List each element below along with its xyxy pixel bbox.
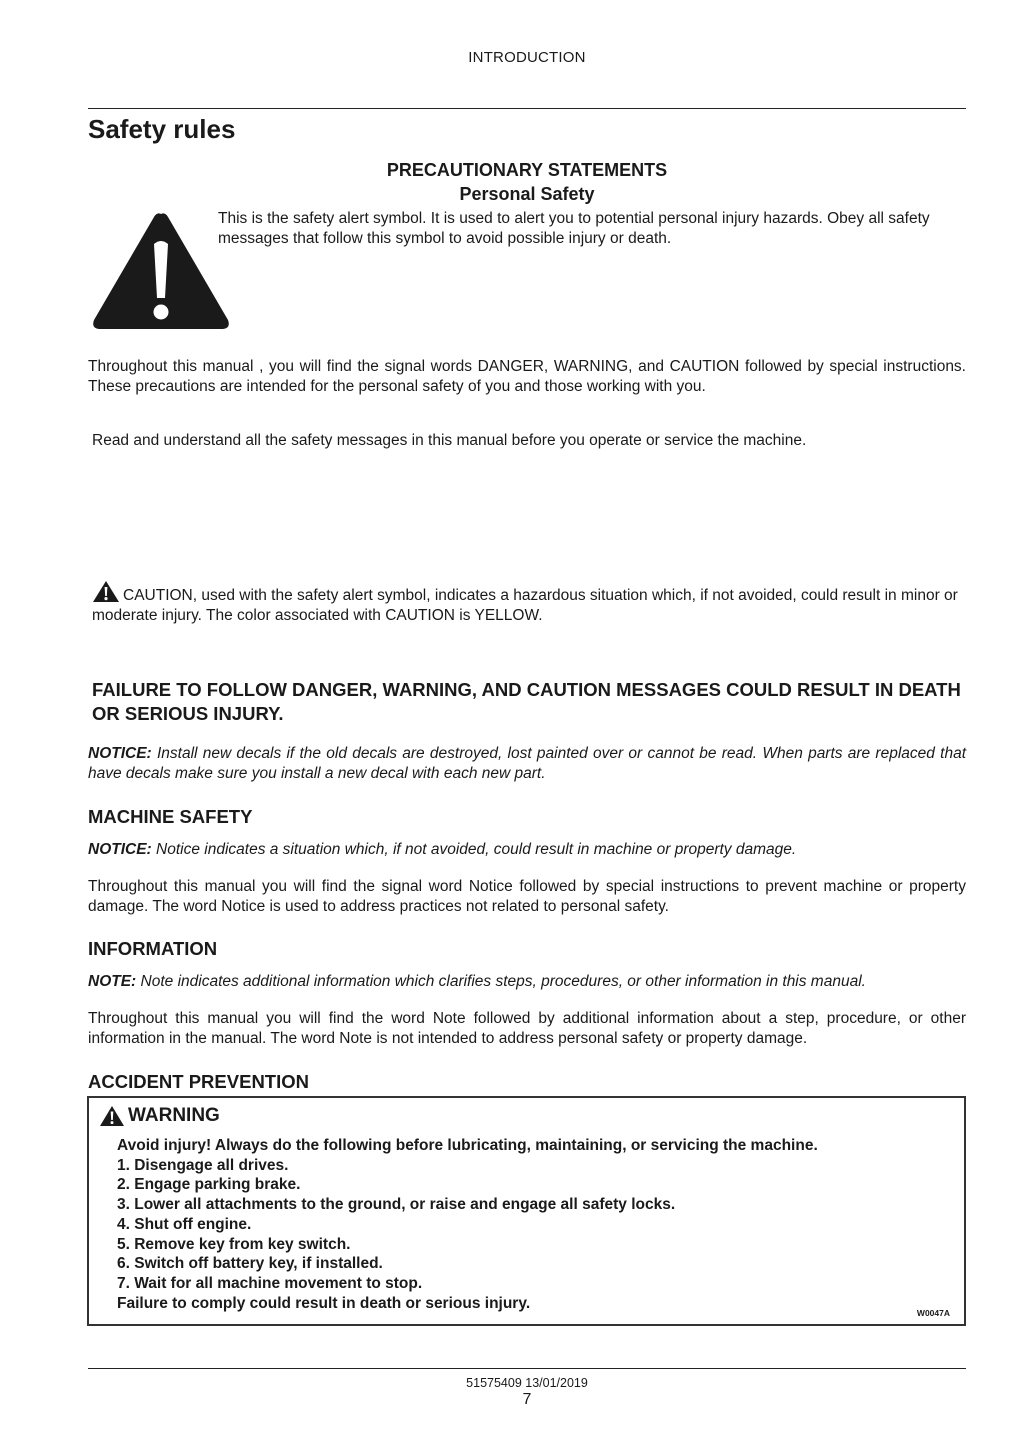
warning-lines xyxy=(117,1136,947,1313)
decal-notice xyxy=(88,744,966,784)
warning-line: Avoid injury! Always do the following before lubricating, maintaining, or servicing the machine. xyxy=(117,1137,818,1154)
warning-code: W0047A xyxy=(916,1308,950,1318)
page-number: 7 xyxy=(522,1391,532,1408)
decal-notice-label: NOTICE: xyxy=(88,745,152,762)
note-label: NOTE: xyxy=(88,973,137,990)
warning-line: 7. Wait for all machine movement to stop. xyxy=(117,1274,423,1292)
footer-rule xyxy=(88,1368,966,1369)
machine-safety-body: Throughout this manual you will find the signal word Notice followed by special instructions to prevent machine or property damage. The word Notice is used to address practices not related to personal safety. xyxy=(88,878,966,915)
warning-line: 5. Remove key from key switch. xyxy=(117,1235,351,1253)
warning-line: 2. Engage parking brake. xyxy=(117,1176,301,1194)
footer-document-id: 51575409 13/01/2019 xyxy=(466,1376,588,1390)
warning-title-text: WARNING xyxy=(128,1105,220,1126)
caution-paragraph xyxy=(92,580,966,626)
caution-text: CAUTION, used with the safety alert symbol, indicates a hazardous situation which, if not avoided, could result in minor or moderate injury. The color associated with CAUTION is YELLOW. xyxy=(92,587,958,624)
read-understand-paragraph: Read and understand all the safety messages in this manual before you operate or service the machine. xyxy=(92,432,807,449)
warning-title xyxy=(99,1105,220,1127)
signal-words-paragraph: Throughout this manual , you will find the signal words DANGER, WARNING, and CAUTION followed by special instructions. These precautions are intended for the personal safety of you and those working with you. xyxy=(88,358,966,395)
decal-notice-text: Install new decals if the old decals are destroyed, lost painted over or cannot be read. When parts are replaced that have decals make sure you install a new decal with each new part. xyxy=(88,745,966,782)
warning-line: 6. Switch off battery key, if installed. xyxy=(117,1255,383,1273)
warning-box xyxy=(87,1096,966,1326)
page-title: Safety rules xyxy=(88,114,236,144)
warning-line: 3. Lower all attachments to the ground, or raise and engage all safety locks. xyxy=(117,1196,676,1214)
header-rule xyxy=(88,108,966,109)
information-note xyxy=(88,972,966,992)
alert-symbol-description: This is the safety alert symbol. It is used to alert you to potential personal injury hazards. Obey all safety messages that follow this symbol to avoid possible injury or death. xyxy=(218,210,930,247)
information-body: Throughout this manual you will find the word Note followed by additional information about a step, procedure, or other information in the manual. The word Note is not intended to address personal safety or property damage. xyxy=(88,1010,966,1047)
accident-prevention-heading: ACCIDENT PREVENTION xyxy=(88,1071,309,1092)
precautionary-heading: PRECAUTIONARY STATEMENTS xyxy=(386,160,668,180)
warning-line: Failure to comply could result in death or serious injury. xyxy=(117,1294,531,1312)
machine-safety-notice xyxy=(88,840,966,860)
warning-alert-icon xyxy=(99,1105,125,1127)
machine-notice-text: Notice indicates a situation which, if not avoided, could result in machine or property damage. xyxy=(156,841,797,858)
warning-line: 4. Shut off engine. xyxy=(117,1215,252,1233)
machine-safety-heading: MACHINE SAFETY xyxy=(88,806,253,827)
warning-line: 1. Disengage all drives. xyxy=(117,1156,289,1174)
machine-notice-label: NOTICE: xyxy=(88,841,152,858)
running-header: INTRODUCTION xyxy=(468,49,586,66)
caution-alert-icon xyxy=(92,580,120,603)
safety-alert-icon xyxy=(90,208,232,334)
information-heading: INFORMATION xyxy=(88,938,218,959)
failure-warning: FAILURE TO FOLLOW DANGER, WARNING, AND CAUTION MESSAGES COULD RESULT IN DEATH OR SERIOUS INJURY. xyxy=(92,679,961,724)
note-text: Note indicates additional information which clarifies steps, procedures, or other information in this manual. xyxy=(140,973,866,990)
personal-safety-subheading: Personal Safety xyxy=(459,184,595,204)
